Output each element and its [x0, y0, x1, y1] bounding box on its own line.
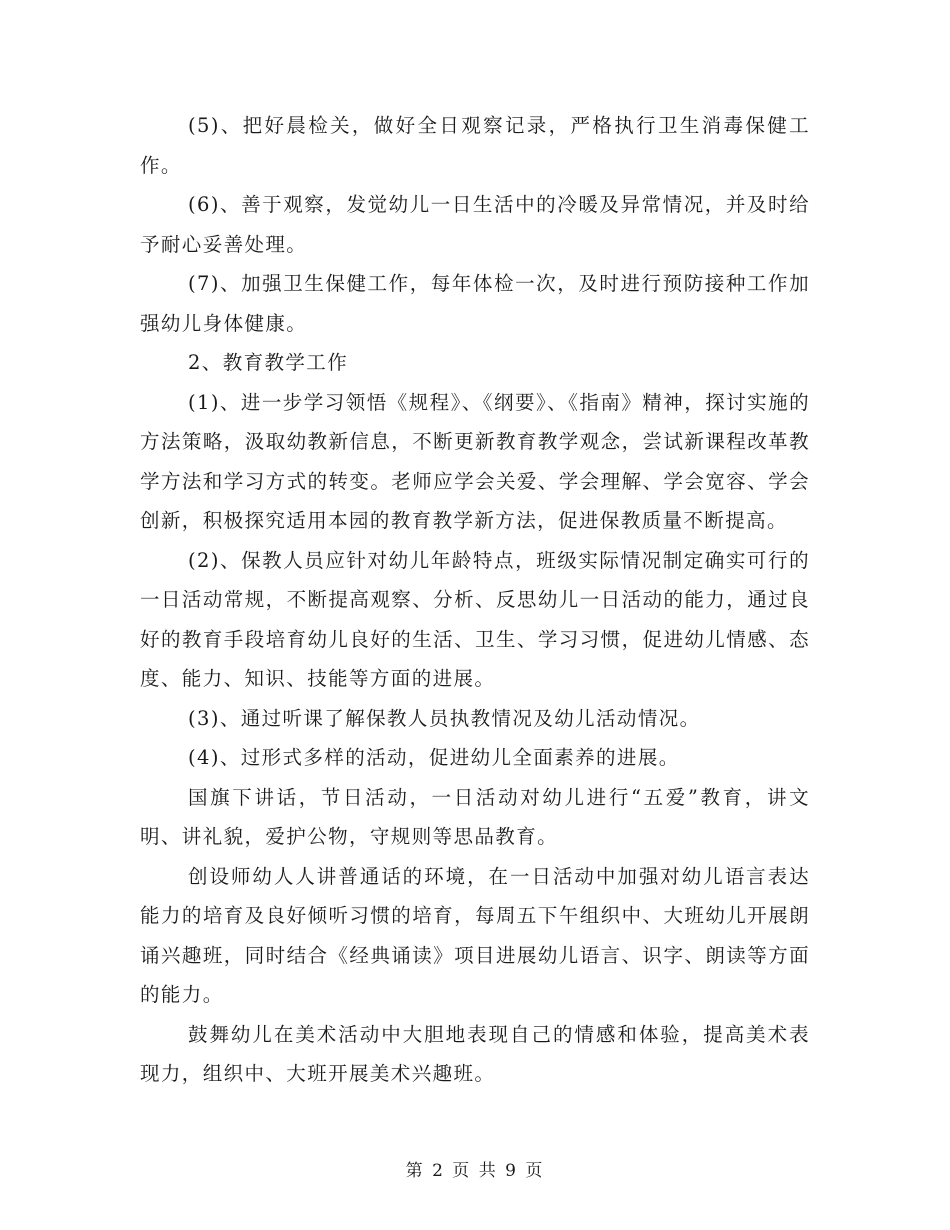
- page-number-footer: 第 2 页 共 9 页: [405, 1161, 545, 1181]
- paragraph-item-5: (5)、把好晨检关，做好全日观察记录，严格执行卫生消毒保健工作。: [140, 114, 810, 177]
- paragraph-item-2: (2)、保教人员应针对幼儿年龄特点，班级实际情况制定确实可行的一日活动常规，不断提高观察、分析、反思幼儿一日活动的能力，通过良好的教育手段培育幼儿良好的生活、卫生、学习习惯，促进幼儿情感、态度、能力、知识、技能等方面的进展。: [140, 548, 810, 690]
- paragraph-item-1: (1)、进一步学习领悟《规程》、《纲要》、《指南》精神，探讨实施的方法策略，汲取幼教新信息，不断更新教育教学观念，尝试新课程改革教学方法和学习方式的转变。老师应学会关爱、学会理解、学会宽容、学会创新，积极探究适用本园的教育教学新方法，促进保教质量不断提高。: [140, 390, 810, 532]
- document-body: [140, 106, 810, 1094]
- paragraph-art: 鼓舞幼儿在美术活动中大胆地表现自己的情感和体验，提高美术表现力，组织中、大班开展美术兴趣班。: [140, 1022, 810, 1085]
- section-heading: 2、教育教学工作: [188, 351, 349, 374]
- paragraph-mandarin: 创设师幼人人讲普通话的环境，在一日活动中加强对幼儿语言表达能力的培育及良好倾听习惯的培育，每周五下午组织中、大班幼儿开展朗诵兴趣班，同时结合《经典诵读》项目进展幼儿语言、识字、朗读等方面的能力。: [140, 864, 810, 1006]
- paragraph-item-7: (7)、加强卫生保健工作，每年体检一次，及时进行预防接种工作加强幼儿身体健康。: [140, 272, 810, 335]
- paragraph-item-3: (3)、通过听课了解保教人员执教情况及幼儿活动情况。: [188, 706, 701, 730]
- paragraph-item-6: (6)、善于观察，发觉幼儿一日生活中的冷暖及异常情况，并及时给予耐心妥善处理。: [140, 193, 810, 256]
- paragraph-flag-speech: 国旗下讲话，节日活动，一日活动对幼儿进行“五爱”教育，讲文明、讲礼貌，爱护公物，守规则等思品教育。: [140, 785, 810, 848]
- paragraph-item-4: (4)、过形式多样的活动，促进幼儿全面素养的进展。: [188, 746, 680, 769]
